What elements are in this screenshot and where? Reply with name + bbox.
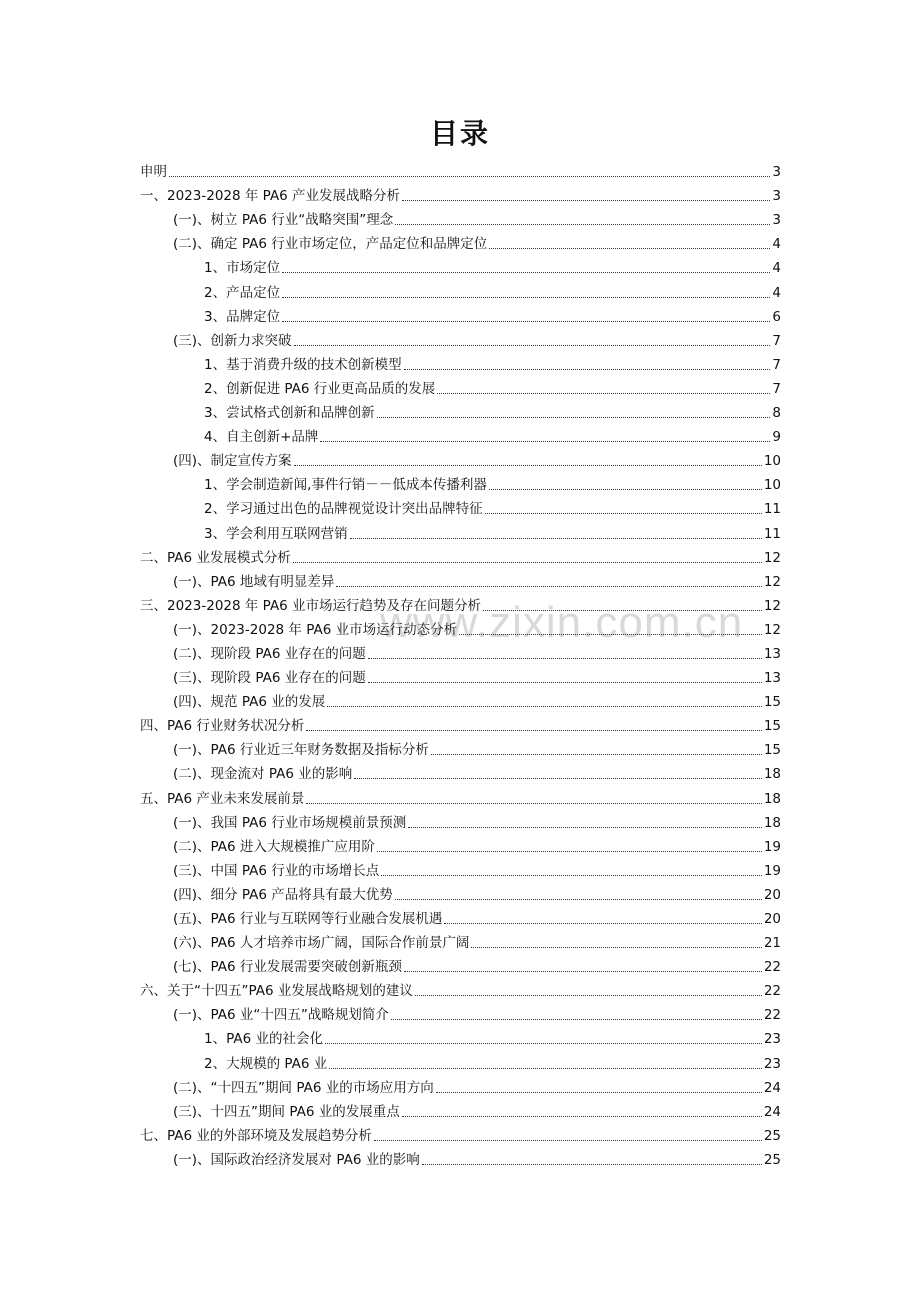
toc-entry-title: 一、2023-2028 年 PA6 产业发展战略分析 xyxy=(140,188,401,205)
dot-leader xyxy=(459,634,762,635)
toc-entry[interactable] xyxy=(140,783,781,807)
toc-entry-title: (三)、中国 PA6 行业的市场增长点 xyxy=(173,862,380,879)
toc-entry-title: 3、学会利用互联网营销 xyxy=(204,525,348,542)
toc-entry-title: (一)、PA6 业“十四五”战略规划简介 xyxy=(173,1007,389,1024)
toc-entry-page: 13 xyxy=(763,645,781,662)
toc-entry-page: 12 xyxy=(763,573,781,590)
toc-entry[interactable] xyxy=(140,253,781,277)
toc-entry[interactable] xyxy=(140,711,781,735)
dot-leader xyxy=(336,586,761,587)
toc-entry-title: 三、2023-2028 年 PA6 业市场运行趋势及存在问题分析 xyxy=(140,597,482,614)
dot-leader xyxy=(395,899,762,900)
toc-entry-page: 21 xyxy=(763,935,781,952)
dot-leader xyxy=(431,754,762,755)
toc-entry-page: 12 xyxy=(763,621,781,638)
toc-entry-page: 15 xyxy=(763,742,781,759)
dot-leader xyxy=(444,923,761,924)
toc-entry-page: 3 xyxy=(772,188,781,205)
toc-entry-page: 15 xyxy=(763,694,781,711)
toc-entry[interactable] xyxy=(140,446,781,470)
dot-leader xyxy=(320,441,770,442)
toc-entry-page: 3 xyxy=(772,212,781,229)
dot-leader xyxy=(489,248,770,249)
toc-entry-page: 18 xyxy=(763,766,781,783)
toc-entry[interactable] xyxy=(140,808,781,832)
toc-entry-page: 7 xyxy=(772,380,781,397)
toc-entry[interactable] xyxy=(140,398,781,422)
toc-entry-title: 1、PA6 业的社会化 xyxy=(204,1031,323,1048)
dot-leader xyxy=(377,417,771,418)
dot-leader xyxy=(169,176,770,177)
toc-entry[interactable] xyxy=(140,591,781,615)
toc-entry[interactable] xyxy=(140,374,781,398)
dot-leader xyxy=(306,730,761,731)
toc-entry[interactable] xyxy=(140,1048,781,1072)
dot-leader xyxy=(329,1068,762,1069)
toc-entry[interactable] xyxy=(140,157,781,181)
toc-entry[interactable] xyxy=(140,952,781,976)
toc-entry[interactable] xyxy=(140,904,781,928)
toc-entry-title: 4、自主创新+品牌 xyxy=(204,429,319,446)
toc-entry-title: 1、市场定位 xyxy=(204,260,281,277)
toc-entry-page: 10 xyxy=(763,477,781,494)
dot-leader xyxy=(437,393,770,394)
toc-entry-title: (七)、PA6 行业发展需要突破创新瓶颈 xyxy=(173,959,402,976)
dot-leader xyxy=(485,513,762,514)
dot-leader xyxy=(368,682,762,683)
dot-leader xyxy=(415,995,762,996)
dot-leader xyxy=(422,1164,762,1165)
toc-entry[interactable] xyxy=(140,663,781,687)
toc-entry-title: 1、基于消费升级的技术创新模型 xyxy=(204,356,402,373)
toc-entry-title: (四)、制定宣传方案 xyxy=(173,453,292,470)
toc-entry[interactable] xyxy=(140,229,781,253)
toc-entry-title: (一)、2023-2028 年 PA6 业市场运行动态分析 xyxy=(173,621,458,638)
dot-leader xyxy=(282,321,770,322)
dot-leader xyxy=(306,803,761,804)
toc-entry[interactable] xyxy=(140,326,781,350)
toc-entry-page: 11 xyxy=(763,525,781,542)
toc-entry-page: 18 xyxy=(763,814,781,831)
toc-entry-page: 25 xyxy=(763,1127,781,1144)
toc-entry[interactable] xyxy=(140,494,781,518)
toc-title: 目录 xyxy=(429,117,490,150)
toc-entry-title: 2、创新促进 PA6 行业更高品质的发展 xyxy=(204,380,436,397)
toc-entry[interactable] xyxy=(140,302,781,326)
toc-entry-title: (三)、十四五”期间 PA6 业的发展重点 xyxy=(173,1103,400,1120)
dot-leader xyxy=(436,1092,762,1093)
toc-entry-page: 22 xyxy=(763,959,781,976)
toc-entry[interactable] xyxy=(140,1073,781,1097)
dot-leader xyxy=(294,465,762,466)
toc-entry[interactable] xyxy=(140,639,781,663)
dot-leader xyxy=(404,369,771,370)
toc-entry-title: 2、产品定位 xyxy=(204,284,281,301)
dot-leader xyxy=(395,224,770,225)
toc-entry-title: (四)、规范 PA6 业的发展 xyxy=(173,694,326,711)
toc-entry-page: 22 xyxy=(763,983,781,1000)
toc-entry[interactable] xyxy=(140,205,781,229)
dot-leader xyxy=(483,610,762,611)
toc-entry[interactable] xyxy=(140,422,781,446)
toc-entry-page: 7 xyxy=(772,332,781,349)
toc-entry[interactable] xyxy=(140,470,781,494)
toc-entry-page: 6 xyxy=(772,308,781,325)
toc-entry-page: 20 xyxy=(763,886,781,903)
toc-entry[interactable] xyxy=(140,976,781,1000)
toc-entry[interactable] xyxy=(140,928,781,952)
toc-entry-title: 七、PA6 业的外部环境及发展趋势分析 xyxy=(140,1127,372,1144)
toc-entry-page: 10 xyxy=(763,453,781,470)
dot-leader xyxy=(368,658,762,659)
toc-entry-title: 3、品牌定位 xyxy=(204,308,281,325)
toc-entry-title: 二、PA6 业发展模式分析 xyxy=(140,549,291,566)
toc-entry[interactable] xyxy=(140,832,781,856)
toc-entry-title: 四、PA6 行业财务状况分析 xyxy=(140,718,305,735)
toc-entry-title: (一)、PA6 行业近三年财务数据及指标分析 xyxy=(173,742,429,759)
dot-leader xyxy=(325,1043,762,1044)
dot-leader xyxy=(377,851,762,852)
toc-entry[interactable] xyxy=(140,350,781,374)
dot-leader xyxy=(471,947,761,948)
dot-leader xyxy=(408,827,762,828)
toc-entry-page: 15 xyxy=(763,718,781,735)
toc-entry[interactable] xyxy=(140,1097,781,1121)
dot-leader xyxy=(350,538,762,539)
toc-entry[interactable] xyxy=(140,856,781,880)
toc-entry-title: 3、尝试格式创新和品牌创新 xyxy=(204,405,375,422)
toc-entry-title: (二)、现阶段 PA6 业存在的问题 xyxy=(173,645,366,662)
toc-entry-title: (五)、PA6 行业与互联网等行业融合发展机遇 xyxy=(173,911,443,927)
toc-entry-page: 25 xyxy=(763,1151,781,1168)
table-of-contents xyxy=(140,157,781,1169)
toc-entry-title: 2、大规模的 PA6 业 xyxy=(204,1055,328,1072)
toc-entry-title: 五、PA6 产业未来发展前景 xyxy=(140,790,305,807)
dot-leader xyxy=(402,1116,762,1117)
dot-leader xyxy=(294,345,771,346)
toc-entry-title: (三)、创新力求突破 xyxy=(173,332,292,349)
toc-entry[interactable] xyxy=(140,1121,781,1145)
toc-entry-page: 11 xyxy=(763,501,781,518)
toc-entry-title: 申明 xyxy=(140,164,167,181)
toc-entry-title: (四)、细分 PA6 产品将具有最大优势 xyxy=(173,886,393,903)
toc-entry[interactable] xyxy=(140,1145,781,1169)
toc-entry-page: 22 xyxy=(763,1007,781,1024)
toc-entry-page: 19 xyxy=(763,838,781,855)
toc-entry-page: 8 xyxy=(772,405,781,422)
toc-entry-title: (三)、现阶段 PA6 业存在的问题 xyxy=(173,670,366,687)
toc-entry[interactable] xyxy=(140,181,781,205)
toc-entry[interactable] xyxy=(140,615,781,639)
toc-entry-page: 23 xyxy=(763,1055,781,1072)
dot-leader xyxy=(327,706,762,707)
dot-leader xyxy=(354,778,762,779)
toc-entry-page: 3 xyxy=(772,164,781,181)
toc-entry[interactable] xyxy=(140,759,781,783)
dot-leader xyxy=(381,875,762,876)
toc-entry-page: 7 xyxy=(772,356,781,373)
toc-entry-page: 12 xyxy=(763,549,781,566)
toc-entry[interactable] xyxy=(140,543,781,567)
toc-entry-title: (一)、PA6 地域有明显差异 xyxy=(173,573,335,590)
dot-leader xyxy=(489,489,762,490)
toc-entry[interactable] xyxy=(140,735,781,759)
toc-entry-title: (一)、国际政治经济发展对 PA6 业的影响 xyxy=(173,1151,420,1168)
toc-entry-page: 19 xyxy=(763,862,781,879)
toc-entry[interactable] xyxy=(140,687,781,711)
toc-entry[interactable] xyxy=(140,518,781,542)
toc-entry-page: 24 xyxy=(763,1103,781,1120)
dot-leader xyxy=(374,1140,762,1141)
toc-entry-title: 2、学习通过出色的品牌视觉设计突出品牌特征 xyxy=(204,501,483,518)
dot-leader xyxy=(391,1019,762,1020)
dot-leader xyxy=(402,200,770,201)
toc-entry-title: (一)、我国 PA6 行业市场规模前景预测 xyxy=(173,814,407,831)
dot-leader xyxy=(282,272,770,273)
toc-entry-page: 20 xyxy=(763,911,781,927)
toc-entry[interactable] xyxy=(140,567,781,591)
toc-entry-title: 六、关于“十四五”PA6 业发展战略规划的建议 xyxy=(140,983,413,1000)
toc-entry-page: 4 xyxy=(772,260,781,277)
watermark: www.zixin.com.cn xyxy=(380,598,744,647)
toc-entry-page: 24 xyxy=(763,1079,781,1096)
toc-entry[interactable] xyxy=(140,1024,781,1048)
toc-entry-page: 4 xyxy=(772,284,781,301)
toc-entry-title: (二)、确定 PA6 行业市场定位，产品定位和品牌定位 xyxy=(173,236,488,253)
toc-entry-title: (一)、树立 PA6 行业“战略突围”理念 xyxy=(173,212,394,229)
toc-entry-title: (二)、现金流对 PA6 业的影响 xyxy=(173,766,353,783)
toc-entry[interactable] xyxy=(140,277,781,301)
toc-entry-page: 9 xyxy=(772,429,781,446)
toc-entry[interactable] xyxy=(140,1000,781,1024)
toc-entry-page: 12 xyxy=(763,597,781,614)
toc-entry-page: 23 xyxy=(763,1031,781,1048)
dot-leader xyxy=(404,971,762,972)
toc-entry-title: 1、学会制造新闻,事件行销－－低成本传播利器 xyxy=(204,477,487,494)
dot-leader xyxy=(293,562,762,563)
toc-entry-title: (二)、“十四五”期间 PA6 业的市场应用方向 xyxy=(173,1079,434,1096)
toc-entry[interactable] xyxy=(140,880,781,904)
dot-leader xyxy=(282,297,770,298)
toc-entry-title: (六)、PA6 人才培养市场广阔，国际合作前景广阔 xyxy=(173,935,470,952)
toc-entry-title: (二)、PA6 进入大规模推广应用阶 xyxy=(173,838,375,855)
toc-entry-page: 4 xyxy=(772,236,781,253)
toc-entry-page: 13 xyxy=(763,670,781,687)
toc-entry-page: 18 xyxy=(763,790,781,807)
